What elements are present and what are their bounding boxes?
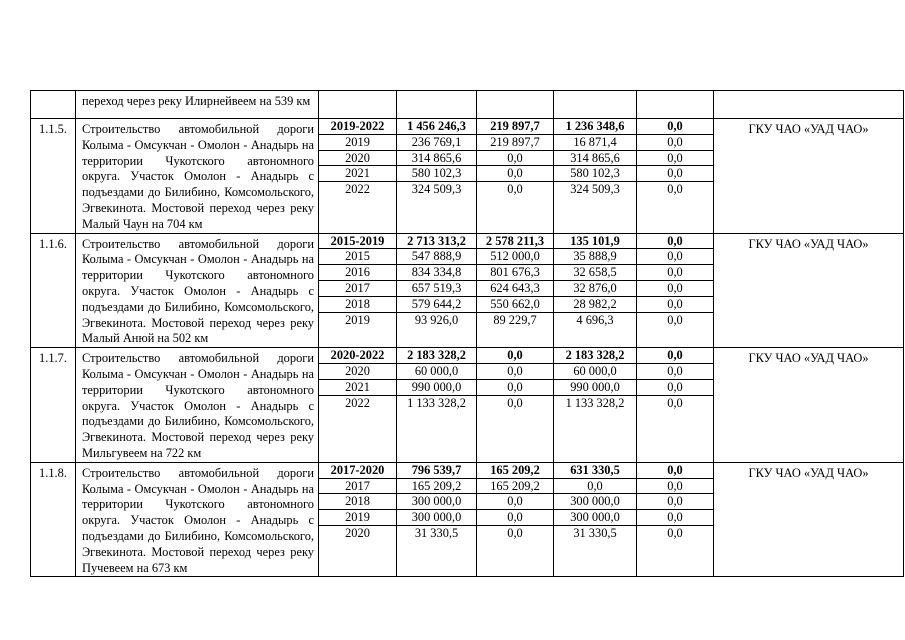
amount-federal-value: 0,0: [477, 166, 553, 182]
continuation-desc-text: переход через реку Илирнейвеем на 539 км: [82, 94, 311, 108]
year-value: 2022: [345, 395, 370, 410]
year-list: [319, 119, 396, 197]
continuation-org-cell: [714, 91, 904, 119]
amount-regional-value: 32 876,0: [554, 280, 636, 296]
amount-regional-value: 28 982,2: [554, 296, 636, 312]
continuation-row: [31, 91, 904, 119]
year-cell: [319, 233, 397, 348]
amount-federal-value: 801 676,3: [477, 265, 553, 281]
amount-total-value: 990 000,0: [397, 379, 476, 395]
amount-total-value: 60 000,0: [397, 363, 476, 379]
amount-federal-value: 0,0: [477, 494, 553, 510]
amount-regional-total: 1 236 348,6: [554, 119, 636, 134]
amount-federal-cell: [477, 462, 554, 577]
responsible-organization: ГКУ ЧАО «УАД ЧАО»: [714, 119, 904, 234]
amount-regional-total: 631 330,5: [554, 463, 636, 478]
amount-federal-value: 0,0: [477, 379, 553, 395]
amount-regional-cell: [554, 233, 637, 348]
amount-federal-value: 219 897,7: [477, 134, 553, 150]
responsible-organization: ГКУ ЧАО «УАД ЧАО»: [714, 233, 904, 348]
amount-regional-value: 60 000,0: [554, 363, 636, 379]
year-value: 2021: [319, 166, 396, 182]
continuation-col2-cell: [477, 91, 554, 119]
year-value: 2020: [319, 150, 396, 166]
row-number: 1.1.7.: [31, 348, 76, 463]
amount-total-total: 2 713 313,2: [397, 234, 476, 249]
row-description: Строительство автомобильной дороги Колыма - Омсукчан - Омолон - Анадырь на территории Чукотского автономного округа. Участок Омолон - Анадырь с подъездами до Билибино, Комсомольского, Эгвекинота. Мостовой переход через реку Малый Чаун на 704 км: [82, 122, 314, 231]
amount-total-cell: [397, 233, 477, 348]
amount-other-total: 0,0: [637, 348, 713, 363]
amount-regional-list: [554, 234, 636, 328]
amount-other-value: 0,0: [637, 265, 713, 281]
amount-other-total: 0,0: [637, 463, 713, 478]
amount-regional-value: 35 888,9: [554, 249, 636, 265]
amount-total-total: 1 456 246,3: [397, 119, 476, 134]
amount-regional-value: 4 696,3: [576, 312, 614, 327]
amount-other-value: 0,0: [637, 478, 713, 494]
row-description-cell: [76, 462, 319, 577]
amount-federal-value: 89 229,7: [493, 312, 537, 327]
amount-other-total: 0,0: [637, 119, 713, 134]
year-total: 2019-2022: [319, 119, 396, 134]
year-value: 2019: [345, 312, 370, 327]
continuation-col4-cell: [637, 91, 714, 119]
table-row: [31, 233, 904, 348]
year-value: 2017: [319, 280, 396, 296]
year-value: 2019: [319, 134, 396, 150]
amount-total-value: 236 769,1: [397, 134, 476, 150]
amount-total-list: [397, 234, 476, 328]
amount-total-list: [397, 463, 476, 541]
amount-regional-value: 31 330,5: [573, 525, 617, 540]
amount-federal-total: 219 897,7: [477, 119, 553, 134]
amount-federal-value: 0,0: [507, 182, 523, 197]
row-description-cell: [76, 233, 319, 348]
amount-regional-cell: [554, 348, 637, 463]
amount-regional-list: [554, 119, 636, 197]
amount-regional-value: 1 133 328,2: [565, 395, 625, 410]
amount-federal-total: 0,0: [477, 348, 553, 363]
amount-federal-value: 0,0: [507, 395, 523, 410]
amount-other-value: 0,0: [637, 363, 713, 379]
amount-other-value: 0,0: [667, 182, 683, 197]
amount-regional-value: 314 865,6: [554, 150, 636, 166]
amount-total-value: 547 888,9: [397, 249, 476, 265]
amount-regional-cell: [554, 462, 637, 577]
amount-total-value: 1 133 328,2: [407, 395, 466, 410]
row-description: Строительство автомобильной дороги Колыма - Омсукчан - Омолон - Анадырь на территории Чукотского автономного округа. Участок Омолон - Анадырь с подъездами до Билибино, Комсомольского, Эгвекинота. Мостовой переход через реку Мильгувеем на 722 км: [82, 351, 314, 460]
amount-other-cell: [637, 462, 714, 577]
budget-table: [30, 90, 904, 577]
year-cell: [319, 462, 397, 577]
amount-federal-cell: [477, 233, 554, 348]
amount-regional-total: 135 101,9: [554, 234, 636, 249]
amount-regional-list: [554, 463, 636, 541]
amount-regional-value: 324 509,3: [570, 182, 620, 197]
amount-federal-value: 0,0: [507, 525, 523, 540]
continuation-col3-cell: [554, 91, 637, 119]
amount-total-cell: [397, 119, 477, 234]
amount-total-value: 165 209,2: [397, 478, 476, 494]
continuation-desc-cell: [76, 91, 319, 119]
amount-total-value: 93 926,0: [414, 312, 459, 327]
amount-regional-value: 300 000,0: [554, 494, 636, 510]
year-cell: [319, 348, 397, 463]
amount-other-value: 0,0: [637, 249, 713, 265]
responsible-organization: ГКУ ЧАО «УАД ЧАО»: [714, 462, 904, 577]
amount-federal-total: 165 209,2: [477, 463, 553, 478]
budget-table-sheet: [30, 90, 904, 577]
year-value: 2022: [345, 182, 370, 197]
continuation-num-cell: [31, 91, 76, 119]
amount-federal-value: 0,0: [477, 363, 553, 379]
amount-total-value: 324 509,3: [411, 182, 462, 197]
year-value: 2016: [319, 265, 396, 281]
amount-other-cell: [637, 348, 714, 463]
year-value: 2018: [319, 494, 396, 510]
continuation-year-cell: [319, 91, 397, 119]
amount-other-list: [637, 119, 713, 197]
amount-other-cell: [637, 119, 714, 234]
year-cell: [319, 119, 397, 234]
table-row: [31, 119, 904, 234]
amount-federal-value: 512 000,0: [477, 249, 553, 265]
amount-federal-list: [477, 119, 553, 197]
amount-regional-value: 32 658,5: [554, 265, 636, 281]
amount-other-value: 0,0: [637, 296, 713, 312]
amount-regional-cell: [554, 119, 637, 234]
amount-other-value: 0,0: [637, 510, 713, 526]
table-row: [31, 348, 904, 463]
amount-other-value: 0,0: [637, 150, 713, 166]
row-number: 1.1.5.: [31, 119, 76, 234]
year-value: 2018: [319, 296, 396, 312]
row-description-cell: [76, 348, 319, 463]
amount-other-value: 0,0: [667, 525, 683, 540]
amount-total-value: 834 334,8: [397, 265, 476, 281]
year-total: 2020-2022: [319, 348, 396, 363]
amount-federal-cell: [477, 119, 554, 234]
amount-regional-value: 300 000,0: [554, 510, 636, 526]
amount-total-value: 300 000,0: [397, 510, 476, 526]
amount-federal-list: [477, 348, 553, 410]
amount-federal-cell: [477, 348, 554, 463]
amount-federal-value: 0,0: [477, 510, 553, 526]
amount-other-list: [637, 463, 713, 541]
year-value: 2017: [319, 478, 396, 494]
amount-regional-value: 580 102,3: [554, 166, 636, 182]
amount-other-value: 0,0: [667, 312, 683, 327]
table-row: [31, 462, 904, 577]
amount-other-value: 0,0: [637, 134, 713, 150]
amount-federal-value: 624 643,3: [477, 280, 553, 296]
year-total: 2017-2020: [319, 463, 396, 478]
amount-total-list: [397, 119, 476, 197]
year-list: [319, 348, 396, 410]
amount-other-value: 0,0: [637, 280, 713, 296]
amount-total-value: 31 330,5: [414, 525, 459, 540]
amount-other-list: [637, 348, 713, 410]
amount-total-cell: [397, 462, 477, 577]
amount-other-cell: [637, 233, 714, 348]
year-total: 2015-2019: [319, 234, 396, 249]
amount-regional-list: [554, 348, 636, 410]
year-value: 2021: [319, 379, 396, 395]
row-description-cell: [76, 119, 319, 234]
amount-other-value: 0,0: [637, 166, 713, 182]
amount-federal-value: 0,0: [477, 150, 553, 166]
amount-regional-total: 2 183 328,2: [554, 348, 636, 363]
continuation-col1-cell: [397, 91, 477, 119]
year-value: 2019: [319, 510, 396, 526]
amount-regional-value: 0,0: [554, 478, 636, 494]
amount-total-value: 579 644,2: [397, 296, 476, 312]
amount-regional-value: 16 871,4: [554, 134, 636, 150]
year-list: [319, 234, 396, 328]
year-value: 2015: [319, 249, 396, 265]
amount-federal-value: 165 209,2: [477, 478, 553, 494]
year-value: 2020: [345, 525, 370, 540]
amount-total-list: [397, 348, 476, 410]
amount-other-value: 0,0: [667, 395, 683, 410]
responsible-organization: ГКУ ЧАО «УАД ЧАО»: [714, 348, 904, 463]
amount-federal-list: [477, 463, 553, 541]
year-value: 2020: [319, 363, 396, 379]
amount-total-cell: [397, 348, 477, 463]
row-number: 1.1.8.: [31, 462, 76, 577]
row-number: 1.1.6.: [31, 233, 76, 348]
amount-total-value: 580 102,3: [397, 166, 476, 182]
amount-federal-list: [477, 234, 553, 328]
amount-other-value: 0,0: [637, 379, 713, 395]
amount-federal-total: 2 578 211,3: [477, 234, 553, 249]
amount-federal-value: 550 662,0: [477, 296, 553, 312]
year-list: [319, 463, 396, 541]
amount-total-total: 796 539,7: [397, 463, 476, 478]
row-description: Строительство автомобильной дороги Колыма - Омсукчан - Омолон - Анадырь на территории Чукотского автономного округа. Участок Омолон - Анадырь с подъездами до Билибино, Комсомольского, Эгвекинота. Мостовой переход через реку Пучевеем на 673 км: [82, 465, 314, 575]
amount-other-value: 0,0: [637, 494, 713, 510]
amount-other-total: 0,0: [637, 234, 713, 249]
amount-total-total: 2 183 328,2: [397, 348, 476, 363]
amount-other-list: [637, 234, 713, 328]
amount-regional-value: 990 000,0: [554, 379, 636, 395]
amount-total-value: 300 000,0: [397, 494, 476, 510]
row-description: Строительство автомобильной дороги Колыма - Омсукчан - Омолон - Анадырь на территории Чукотского автономного округа. Участок Омолон - Анадырь с подъездами до Билибино, Комсомольского, Эгвекинота. Мостовой переход через реку Малый Анюй на 502 км: [82, 236, 314, 346]
amount-total-value: 657 519,3: [397, 280, 476, 296]
amount-total-value: 314 865,6: [397, 150, 476, 166]
